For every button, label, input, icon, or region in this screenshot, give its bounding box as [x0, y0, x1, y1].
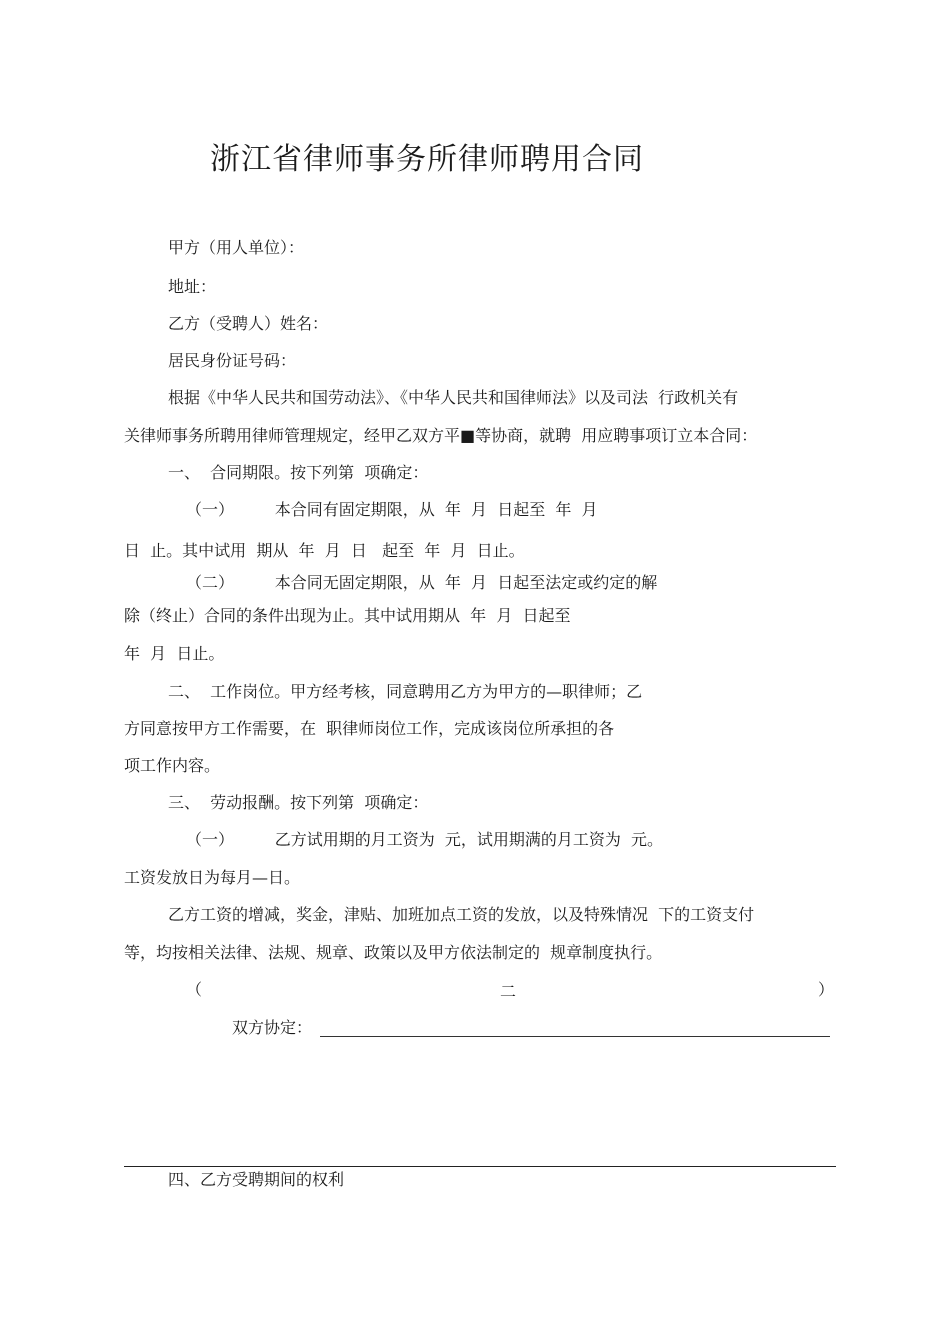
- section-1-heading: 一、 合同期限。按下列第 项确定：: [168, 463, 429, 482]
- section-3-item-1-line-2: 工资发放日为每月—日。: [124, 868, 301, 887]
- id-number-label: 居民身份证号码：: [168, 351, 297, 370]
- mutual-agreement-blank-line: [320, 1036, 830, 1037]
- section-1-item-1-line-1: （一） 本合同有固定期限，从 年 月 日起至 年 月: [186, 500, 598, 519]
- section-4-heading: 四、乙方受聘期间的权利: [168, 1170, 345, 1189]
- mutual-agreement-label: 双方协定：: [232, 1018, 313, 1037]
- address-label: 地址：: [168, 277, 217, 296]
- section-3-paragraph-line-2: 等，均按相关法律、法规、规章、政策以及甲方依法制定的 规章制度执行。: [124, 943, 663, 962]
- section-3-paragraph-line-1: 乙方工资的增减，奖金，津贴、加班加点工资的发放，以及特殊情况 下的工资支付: [168, 905, 755, 924]
- section-3-item-2-close-paren: ）: [818, 980, 835, 999]
- section-2-line-2: 方同意按甲方工作需要，在 职律师岗位工作，完成该岗位所承担的各: [124, 719, 615, 738]
- section-divider: [124, 1166, 836, 1167]
- section-3-item-2-number: 二: [500, 982, 517, 1001]
- section-1-item-2-line-3: 年 月 日止。: [124, 644, 225, 663]
- section-2-line-3: 项工作内容。: [124, 756, 221, 775]
- preamble-line-1: 根据《中华人民共和国劳动法》、《中华人民共和国律师法》以及司法 行政机关有: [168, 388, 739, 407]
- preamble-line-2: 关律师事务所聘用律师管理规定，经甲乙双方平■等协商，就聘 用应聘事项订立本合同：: [124, 426, 758, 445]
- section-3-heading: 三、 劳动报酬。按下列第 项确定：: [168, 793, 429, 812]
- document-title: 浙江省律师事务所律师聘用合同: [210, 142, 644, 177]
- party-b-label: 乙方（受聘人）姓名：: [168, 314, 329, 333]
- section-1-item-1-line-2: 日 止。其中试用 期从 年 月 日 起至 年 月 日止。: [124, 541, 525, 560]
- section-1-item-2-line-1: （二） 本合同无固定期限，从 年 月 日起至法定或约定的解: [186, 573, 658, 592]
- section-1-item-2-line-2: 除（终止）合同的条件出现为止。其中试用期从 年 月 日起至: [124, 606, 571, 625]
- section-2-line-1: 二、 工作岗位。甲方经考核，同意聘用乙方为甲方的—职律师；乙: [168, 682, 643, 701]
- party-a-label: 甲方（用人单位）：: [168, 238, 305, 257]
- section-3-item-2-open-paren: （: [186, 980, 203, 999]
- section-3-item-1-line-1: （一） 乙方试用期的月工资为 元，试用期满的月工资为 元。: [186, 830, 664, 849]
